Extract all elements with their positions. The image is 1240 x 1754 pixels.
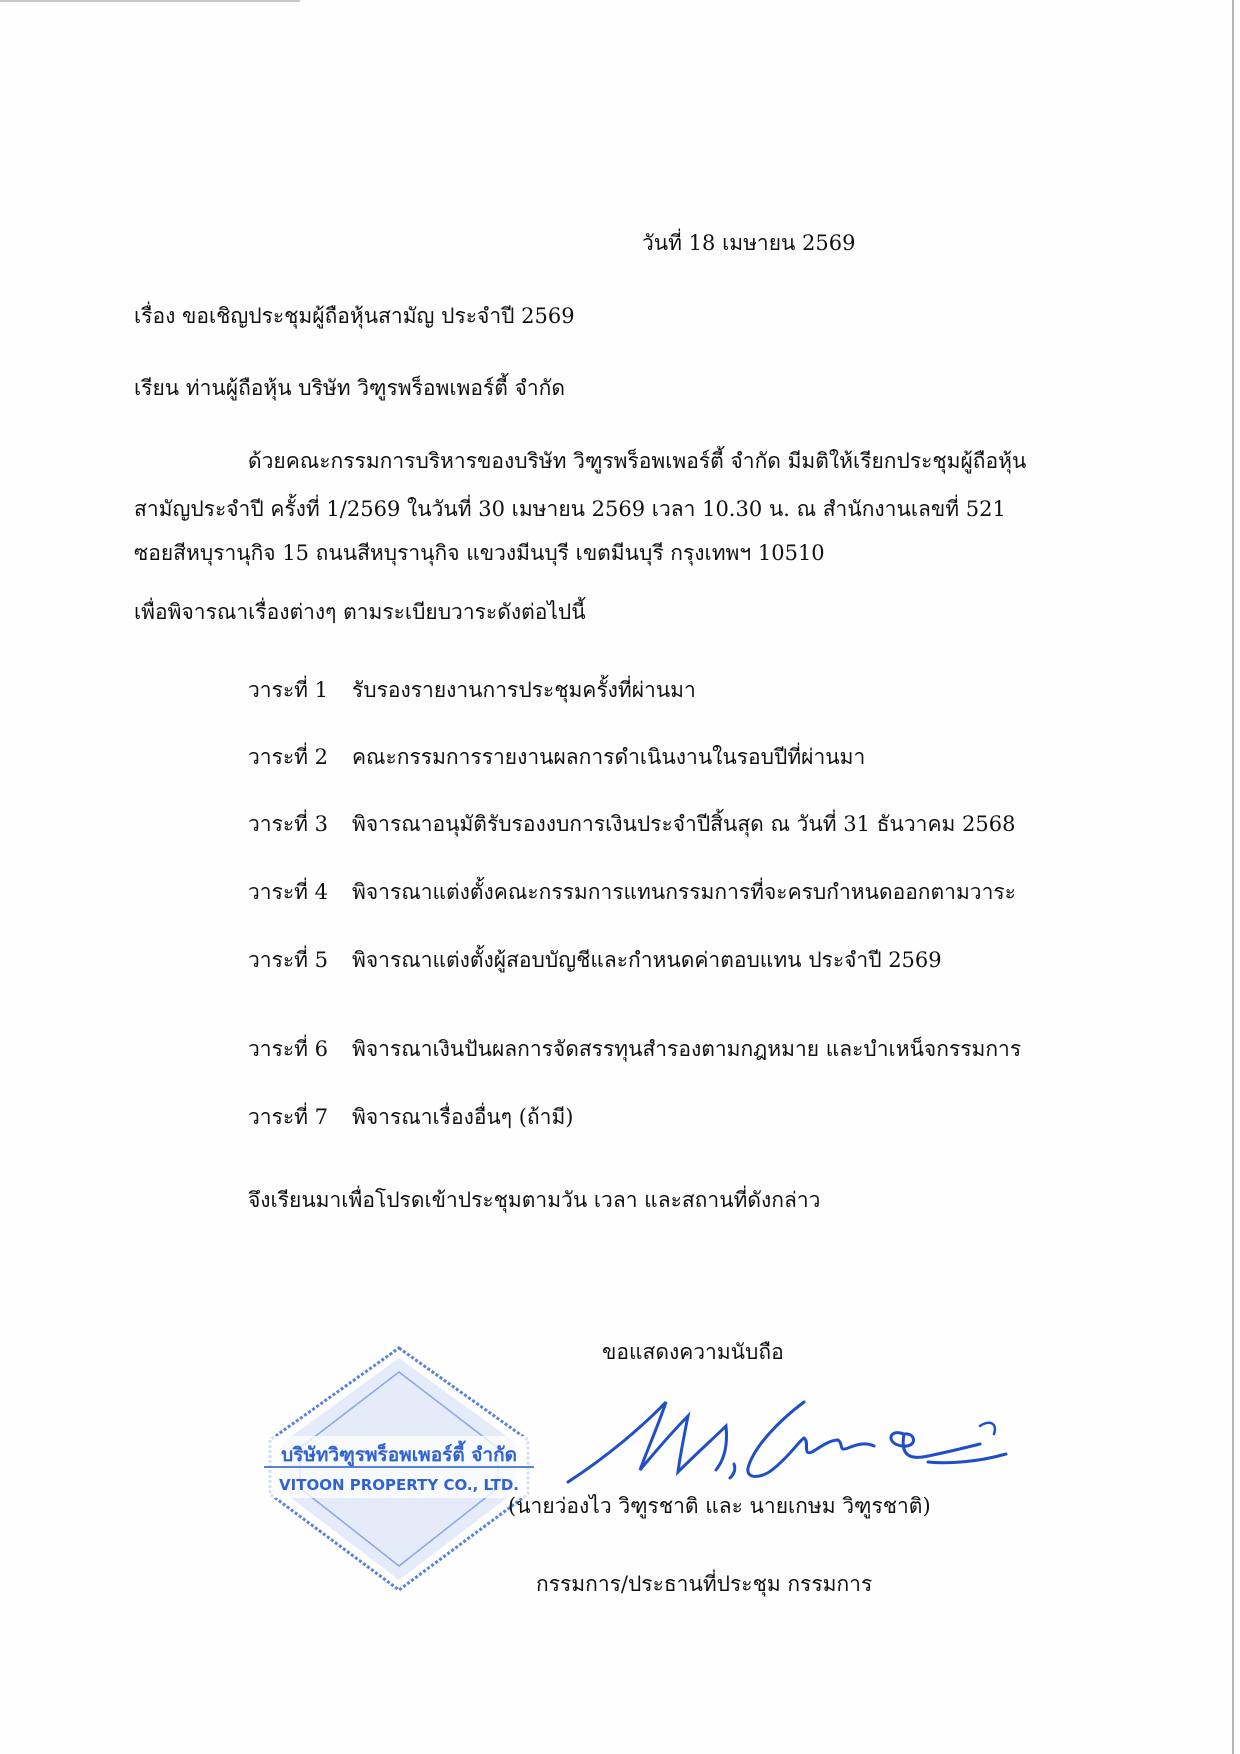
handwritten-signature [548,1386,1018,1496]
letter-date: วันที่ 18 เมษายน 2569 [642,231,856,255]
closing-invitation: จึงเรียนมาเพื่อโปรดเข้าประชุมตามวัน เวลา และสถานที่ดังกล่าว [248,1188,821,1212]
scan-edge-right [1232,0,1234,1754]
agenda-text: พิจารณาเงินปันผลการจัดสรรทุนสำรองตามกฎหมาย และบำเหน็จกรรมการ [352,1037,1022,1061]
body-line-1: ด้วยคณะกรรมการบริหารของบริษัท วิฑูรพร็อพเพอร์ตี้ จำกัด มีมติให้เรียกประชุมผู้ถือหุ้น [248,449,1027,473]
agenda-text: พิจารณาแต่งตั้งคณะกรรมการแทนกรรมการที่จะครบกำหนดออกตามวาระ [352,880,1016,904]
signatory-titles: กรรมการ/ประธานที่ประชุม กรรมการ [536,1572,873,1596]
agenda-number: วาระที่ 3 [248,812,329,836]
agenda-text: รับรองรายงานการประชุมครั้งที่ผ่านมา [352,678,696,702]
agenda-text: พิจารณาเรื่องอื่นๆ (ถ้ามี) [352,1105,574,1129]
agenda-number: วาระที่ 7 [248,1105,329,1129]
agenda-number: วาระที่ 2 [248,745,329,769]
agenda-number: วาระที่ 1 [248,678,329,702]
agenda-number: วาระที่ 5 [248,948,329,972]
company-stamp [258,1344,540,1594]
body-line-4: เพื่อพิจารณาเรื่องต่างๆ ตามระเบียบวาระดังต่อไปนี้ [134,600,586,624]
stamp-english-text: VITOON PROPERTY CO., LTD. [279,1476,519,1494]
agenda-text: คณะกรรมการรายงานผลการดำเนินงานในรอบปีที่ผ่านมา [352,745,866,769]
signatory-names: (นายว่องไว วิฑูรชาติ และ นายเกษม วิฑูรชาติ) [508,1494,931,1518]
agenda-text: พิจารณาแต่งตั้งผู้สอบบัญชีและกำหนดค่าตอบแทน ประจำปี 2569 [352,948,942,972]
stamp-thai-text: บริษัทวิฑูรพร็อพเพอร์ตี้ จำกัด [281,1444,517,1466]
agenda-text: พิจารณาอนุมัติรับรองงบการเงินประจำปีสิ้นสุด ณ วันที่ 31 ธันวาคม 2568 [352,812,1016,836]
body-line-2: สามัญประจำปี ครั้งที่ 1/2569 ในวันที่ 30 เมษายน 2569 เวลา 10.30 น. ณ สำนักงานเลขที่ 521 [134,497,1006,521]
letter-subject: เรื่อง ขอเชิญประชุมผู้ถือหุ้นสามัญ ประจำปี 2569 [134,304,575,328]
agenda-number: วาระที่ 4 [248,880,329,904]
scan-edge-top [0,0,300,2]
agenda-number: วาระที่ 6 [248,1037,329,1061]
letter-recipient: เรียน ท่านผู้ถือหุ้น บริษัท วิฑูรพร็อพเพอร์ตี้ จำกัด [134,376,566,400]
body-line-3: ซอยสีหบุรานุกิจ 15 ถนนสีหบุรานุกิจ แขวงมีนบุรี เขตมีนบุรี กรุงเทพฯ 10510 [134,541,825,565]
closing-regards: ขอแสดงความนับถือ [602,1340,784,1364]
